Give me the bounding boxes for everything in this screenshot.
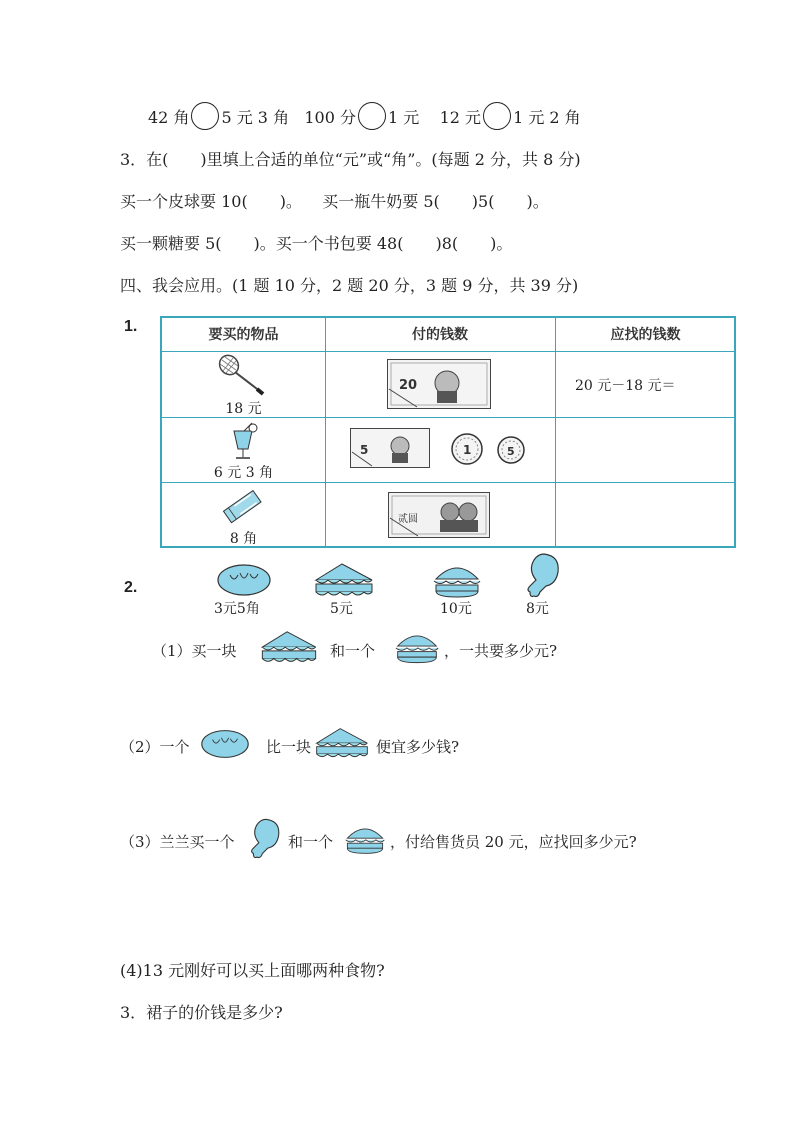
badminton-racket-icon xyxy=(217,354,267,396)
header-item: 要买的物品 xyxy=(208,326,279,342)
bread-price: 3元5角 xyxy=(214,601,260,617)
ice-pop-icon xyxy=(217,488,267,528)
svg-text:1: 1 xyxy=(463,443,472,457)
drumstick-price: 8元 xyxy=(526,601,549,617)
q2-sub2-part2: 比一块 xyxy=(266,738,312,756)
sandwich-price: 5元 xyxy=(330,601,353,617)
change-table xyxy=(160,316,736,548)
bread-icon xyxy=(216,561,272,599)
section4-title: 四、我会应用。(1 题 10 分，2 题 20 分，3 题 9 分，共 39 分) xyxy=(120,276,579,295)
q2-sub3-part3: ，付给售货员 20 元，应找回多少元? xyxy=(390,833,637,851)
q1-number: 1. xyxy=(124,318,138,335)
q2-sub2-part1: （2）一个 xyxy=(120,738,190,756)
sandwich-icon xyxy=(312,560,376,602)
one-yuan-coin-icon xyxy=(450,432,484,466)
compare-a-right: 5 元 3 角 xyxy=(221,108,290,127)
row1-price: 18 元 xyxy=(225,401,262,417)
compare-circle-3[interactable] xyxy=(483,102,511,130)
hamburger-icon xyxy=(344,822,386,856)
sandwich-icon xyxy=(258,628,320,668)
drumstick-icon xyxy=(524,552,564,602)
table-divider xyxy=(162,351,734,352)
row1-change: 20 元－18 元＝ xyxy=(575,378,676,394)
compare-b-left: 100 分 xyxy=(304,108,356,127)
five-jiao-coin-icon xyxy=(496,435,526,465)
svg-text:5: 5 xyxy=(360,443,369,457)
header-paid: 付的钱数 xyxy=(412,326,468,342)
compare-c-right: 1 元 2 角 xyxy=(513,108,581,127)
compare-line xyxy=(148,107,581,130)
q2-sub1-part3: ，一共要多少元? xyxy=(444,642,558,660)
twenty-yuan-note-icon xyxy=(387,359,491,409)
section3-line1a: 买一个皮球要 10( )。 xyxy=(120,192,302,211)
svg-text:贰圆: 贰圆 xyxy=(398,514,418,525)
q2-sub1-part1: （1）买一块 xyxy=(152,642,237,660)
juice-glass-icon xyxy=(230,421,260,461)
drumstick-icon xyxy=(248,817,284,863)
header-change: 应找的钱数 xyxy=(610,326,681,342)
table-divider xyxy=(162,482,734,483)
q2-sub1-part2: 和一个 xyxy=(330,642,376,660)
q2-sub3-part2: 和一个 xyxy=(288,833,334,851)
svg-text:5: 5 xyxy=(507,445,515,458)
section3-line1b: 买一瓶牛奶要 5( )5( )。 xyxy=(322,192,549,211)
two-yuan-note-icon xyxy=(388,492,490,538)
table-col-divider xyxy=(555,318,556,546)
compare-c-left: 12 元 xyxy=(439,108,482,127)
compare-circle-1[interactable] xyxy=(191,102,219,130)
bread-icon xyxy=(200,727,250,761)
row3-price: 8 角 xyxy=(229,531,258,547)
sandwich-icon xyxy=(312,725,372,763)
table-col-divider xyxy=(325,318,326,546)
q2-sub3-part1: （3）兰兰买一个 xyxy=(120,833,235,851)
compare-a-left: 42 角 xyxy=(148,108,190,127)
compare-circle-2[interactable] xyxy=(358,102,386,130)
row2-price: 6 元 3 角 xyxy=(213,465,274,481)
section3-line2 xyxy=(120,233,512,255)
five-yuan-note-icon xyxy=(350,428,430,468)
hamburger-price: 10元 xyxy=(440,601,472,617)
section3-line1 xyxy=(120,191,549,213)
hamburger-icon xyxy=(394,629,440,665)
q2-sub4: (4)13 元刚好可以买上面哪两种食物? xyxy=(120,961,385,980)
q2-sub2-part3: 便宜多少钱? xyxy=(376,738,460,756)
svg-text:20: 20 xyxy=(399,378,418,393)
q2-number: 2. xyxy=(124,579,138,596)
section3-line2a: 买一颗糖要 5( )。 xyxy=(120,234,276,253)
section3-line2b: 买一个书包要 48( )8( )。 xyxy=(275,234,513,253)
compare-b-right: 1 元 xyxy=(387,108,420,127)
section3b-title: 3．裙子的价钱是多少? xyxy=(120,1003,283,1022)
hamburger-icon xyxy=(432,561,482,599)
section3-title: 3．在( )里填上合适的单位“元”或“角”。(每题 2 分，共 8 分) xyxy=(120,150,581,169)
